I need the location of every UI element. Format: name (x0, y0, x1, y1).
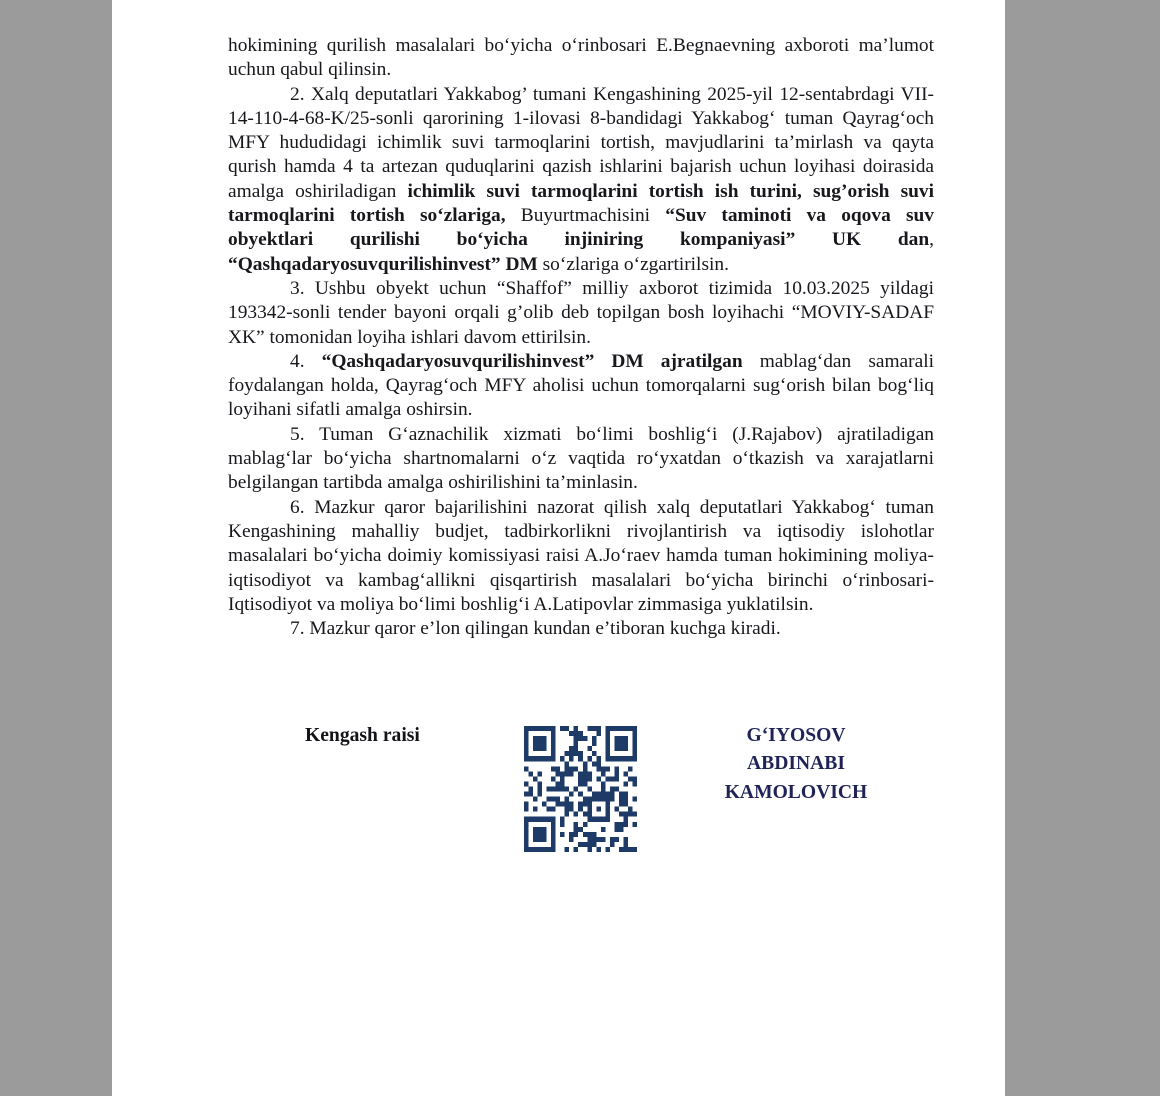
signatory-name-line: GʻIYOSOV (746, 725, 846, 746)
document-body (228, 34, 934, 641)
signature-title: Kengash raisi (305, 725, 420, 746)
bold-text-run: “Qashqadaryosuvqurilishinvest” DM (228, 253, 538, 275)
bold-text-run: “Qashqadaryosuvqurilishinvest” DM ajratilgan (321, 350, 743, 372)
text-run: 7. Mazkur qaror e’lon qilingan kundan e’tiboran kuchga kiradi. (290, 618, 781, 640)
paragraph-7 (228, 617, 934, 641)
qr-code-icon (524, 726, 637, 852)
signatory-name (665, 722, 927, 807)
text-run: 6. Mazkur qaror bajarilishini nazorat qilish xalq deputatlari Yakkabogʻ tuman Kengashining mahalliy budjet, tadbirkorlikni rivojlantirish va iqtisodiy islohotlar masalalari boʻyicha doimiy komissiyasi raisi A.Joʻraev hamda tuman hokimining moliya-iqtisodiyot va kambagʻallikni qisqartirish masalalari boʻyicha birinchi oʻrinbosari-Iqtisodiyot va moliya boʻlimi boshligʻi A.Latipovlar zimmasiga yuklatilsin. (228, 496, 934, 615)
text-run: 5. Tuman Gʻaznachilik xizmati boʻlimi boshligʻi (J.Rajabov) ajratiladigan mablagʻlar boʻyicha shartnomalarni oʻz vaqtida roʻyxatdan oʻtkazish va xarajatlarni belgilangan tartibda amalga oshirilishini ta’minlasin. (228, 423, 934, 494)
text-run: , (929, 229, 934, 251)
text-run: 4. (290, 350, 322, 372)
text-run: hokimining qurilish masalalari boʻyicha oʻrinbosari E.Begnaevning axboroti ma’lumot uchun qabul qilinsin. (228, 35, 934, 81)
paragraph-5 (228, 423, 934, 496)
text-run: mablagʻdan samarali foydalangan holda, Qayragʻoch MFY aholisi uchun tomorqalarni sugʻorish bilan bogʻliq loyihani sifatli amalga oshirsin. (228, 350, 934, 421)
text-run: Buyurtmachisini (505, 205, 666, 227)
text-run: soʻzlariga oʻzgartirilsin. (537, 253, 729, 275)
bold-text-run: ichimlik suvi tarmoqlarini tortish ish turini, sug’orish suvi tarmoqlarini tortish soʻzlariga, (228, 180, 934, 227)
signatory-name-line: KAMOLOVICH (724, 781, 868, 803)
signatory-name-line: ABDINABI (747, 753, 845, 775)
text-run: 2. Xalq deputatlari Yakkabog’ tumani Kengashining 2025-yil 12-sentabrdagi VII-14-110-4-68-K/25-sonli qarorining 1-ilovasi 8-bandidagi Yakkabogʻ tuman Qayragʻoch MFY hududidagi ichimlik suvi tarmoqlarini tortish, mavjudlarini ta’mirlash va qayta qurish hamda 4 ta artezan quduqlarini qazish ishlarini bajarish uchun loyihasi doirasida amalga oshiriladigan (228, 83, 934, 202)
paragraph-3 (228, 277, 934, 350)
paragraph-2 (228, 83, 934, 277)
bold-text-run: “Suv taminoti va oqova suv obyektlari qurilishi boʻyicha injiniring kompaniyasi” UK dan (228, 205, 934, 251)
paragraph-1 (228, 34, 934, 83)
paragraph-4 (228, 350, 934, 423)
paragraph-6 (228, 496, 934, 617)
text-run: 3. Ushbu obyekt uchun “Shaffof” milliy axborot tizimida 10.03.2025 yildagi 193342-sonli tender bayoni orqali g’olib deb topilgan bosh loyihachi “MOVIY-SADAF XK” tomonidan loyiha ishlari davom ettirilsin. (228, 277, 934, 348)
document-page (112, 0, 1005, 1096)
